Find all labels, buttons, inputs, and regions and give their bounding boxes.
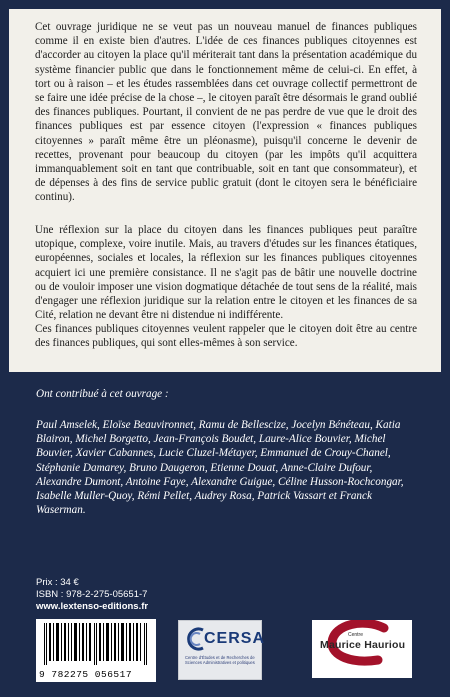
hauriou-name: Maurice Hauriou [320, 639, 406, 651]
publisher-website: www.lextenso-editions.fr [36, 601, 149, 612]
summary-paragraph-2: Une réflexion sur la place du citoyen dans les finances publiques peut paraître utopique, complexe, voire inutile. Mais, au travers d'études sur les finances étatiques, européennes, sociales et locales, la réflexion sur les finances publiques citoyennes acquiert ici une première consistance. Il ne s'agit pas de bâtir une nouvelle doctrine ou de vouloir imposer une vision dogmatique détachée de tout sens de la réalité, mais d'engager une réflexion juridique sur la relation entre le citoyen et les finances de sa Cité, relation ne devant être ni distendue ni indifférente. [35, 224, 417, 322]
cersa-name: CERSA [204, 630, 266, 647]
barcode-bars-icon [42, 623, 150, 665]
isbn-text: ISBN : 978-2-275-05651-7 [36, 589, 148, 600]
contributors-heading: Ont contribué à cet ouvrage : [36, 388, 169, 400]
summary-paragraph-3: Ces finances publiques citoyennes veulent rappeler que le citoyen doit être au centre des finances publiques, qui sont elles-mêmes à son service. [35, 323, 417, 350]
cersa-subtitle: Centre d'Études et de Recherches de Sciences Administratives et politiques [185, 655, 255, 666]
price-text: Prix : 34 € [36, 577, 79, 588]
summary-panel [9, 9, 441, 372]
hauriou-centre-label: Centre [348, 632, 364, 638]
isbn-barcode [36, 619, 156, 682]
contributors-list: Paul Amselek, Eloïse Beauvironnet, Ramu de Bellescize, Jocelyn Bénéteau, Katia Blairon, Michel Borgetto, Jean-François Boudet, Laure-Alice Bouvier, Michel Bouvier, Xavier Cabannes, Lucie Cluzel-Métayer, Emmanuel de Crouy-Chanel, Stéphanie Damarey, Bruno Daugeron, Etienne Douat, Anne-Claire Dufour, Alexandre Dumont, Antoine Faye, Alexandre Guigue, Céline Husson-Rochcongar, Isabelle Muller-Quoy, Rémi Pellet, Audrey Rosa, Patrick Vassart et Franck Waserman. [36, 419, 404, 517]
summary-paragraph-1: Cet ouvrage juridique ne se veut pas un nouveau manuel de finances publiques comme il en existe bien d'autres. L'idée de ces finances publiques citoyennes est d'accorder au citoyen la place qu'il mériterait tant dans la présentation académique du système financier public que dans le fonctionnement même de celui-ci. En effet, à tort ou à raison – et les études rassemblées dans cet ouvrage collectif permettront de se faire une idée précise de la chose –, le citoyen paraît être désormais le grand oublié des finances publiques. Pourtant, il convient de ne pas perdre de vue que le droit des finances publiques est par essence citoyen (l'expression « finances publiques citoyennes » paraît même être un pléonasme), puisqu'il concerne le devenir de recettes, provenant pour beaucoup du citoyen (par les impôts qu'il acquittera immanquablement soit en tant que contribuable, soit en tant que consommateur), et de dépenses à des fins de service public gratuit (dont le citoyen sera le bénéficiaire continu). [35, 21, 417, 204]
barcode-digits: 9 782275 056517 [39, 669, 133, 680]
hauriou-logo [312, 620, 412, 678]
cersa-logo [178, 620, 266, 680]
